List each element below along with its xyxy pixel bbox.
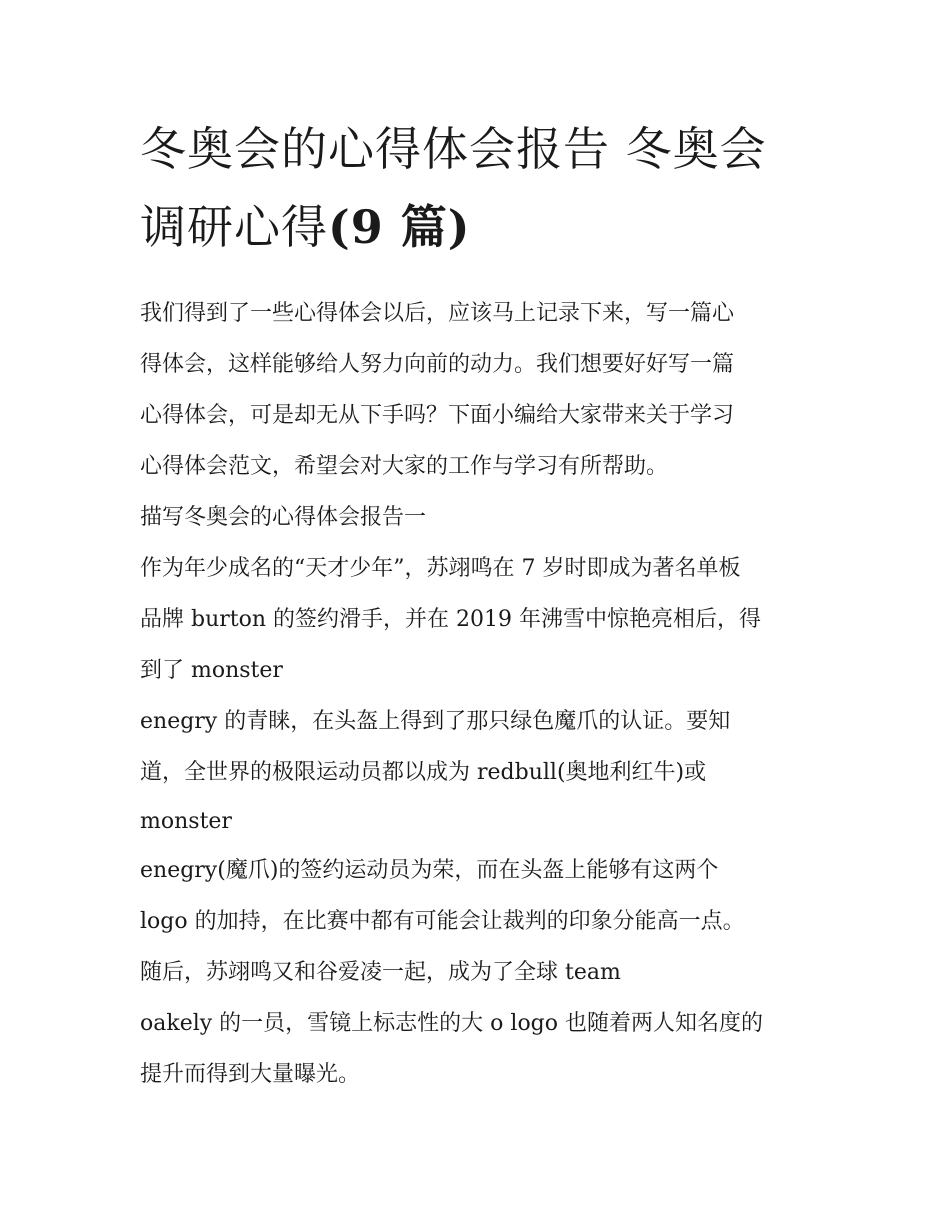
body-line: 品牌 burton 的签约滑手，并在 2019 年沸雪中惊艳亮相后，得 bbox=[140, 607, 761, 632]
section bbox=[140, 492, 820, 543]
body-line: enegry 的青睐，在头盔上得到了那只绿色魔爪的认证。要知 bbox=[140, 709, 731, 734]
document-title bbox=[140, 110, 820, 266]
body-line: logo 的加持，在比赛中都有可能会让裁判的印象分能高一点。 bbox=[140, 909, 745, 934]
body-line: enegry(魔爪)的签约运动员为荣，而在头盔上能够有这两个 bbox=[140, 858, 719, 883]
title-line-1: 冬奥会的心得体会报告 冬奥会 bbox=[140, 122, 767, 176]
body-line: 作为年少成名的“天才少年”，苏翊鸣在 7 岁时即成为著名单板 bbox=[140, 556, 741, 581]
intro-line: 心得体会范文，希望会对大家的工作与学习有所帮助。 bbox=[140, 454, 669, 479]
title-line-2-prefix: 调研心得 bbox=[140, 200, 328, 254]
document-page bbox=[140, 110, 820, 1100]
intro-line: 心得体会，可是却无从下手吗？下面小编给大家带来关于学习 bbox=[140, 403, 735, 428]
body-line: 提升而得到大量曝光。 bbox=[140, 1062, 361, 1087]
section-heading: 描写冬奥会的心得体会报告一 bbox=[140, 505, 427, 530]
intro-paragraph bbox=[140, 288, 820, 492]
body-line: 到了 monster bbox=[140, 658, 283, 683]
intro-line: 得体会，这样能够给人努力向前的动力。我们想要好好写一篇 bbox=[140, 352, 735, 377]
body-paragraph bbox=[140, 543, 820, 1100]
body-line: monster bbox=[140, 809, 232, 834]
intro-line: 我们得到了一些心得体会以后，应该马上记录下来，写一篇心 bbox=[140, 301, 735, 326]
title-line-2-suffix: (9 篇) bbox=[328, 200, 471, 254]
body-line: oakely 的一员，雪镜上标志性的大 o logo 也随着两人知名度的 bbox=[140, 1011, 764, 1036]
body-line: 随后，苏翊鸣又和谷爱凌一起，成为了全球 team bbox=[140, 960, 621, 985]
body-line: 道，全世界的极限运动员都以成为 redbull(奥地利红牛)或 bbox=[140, 760, 707, 785]
